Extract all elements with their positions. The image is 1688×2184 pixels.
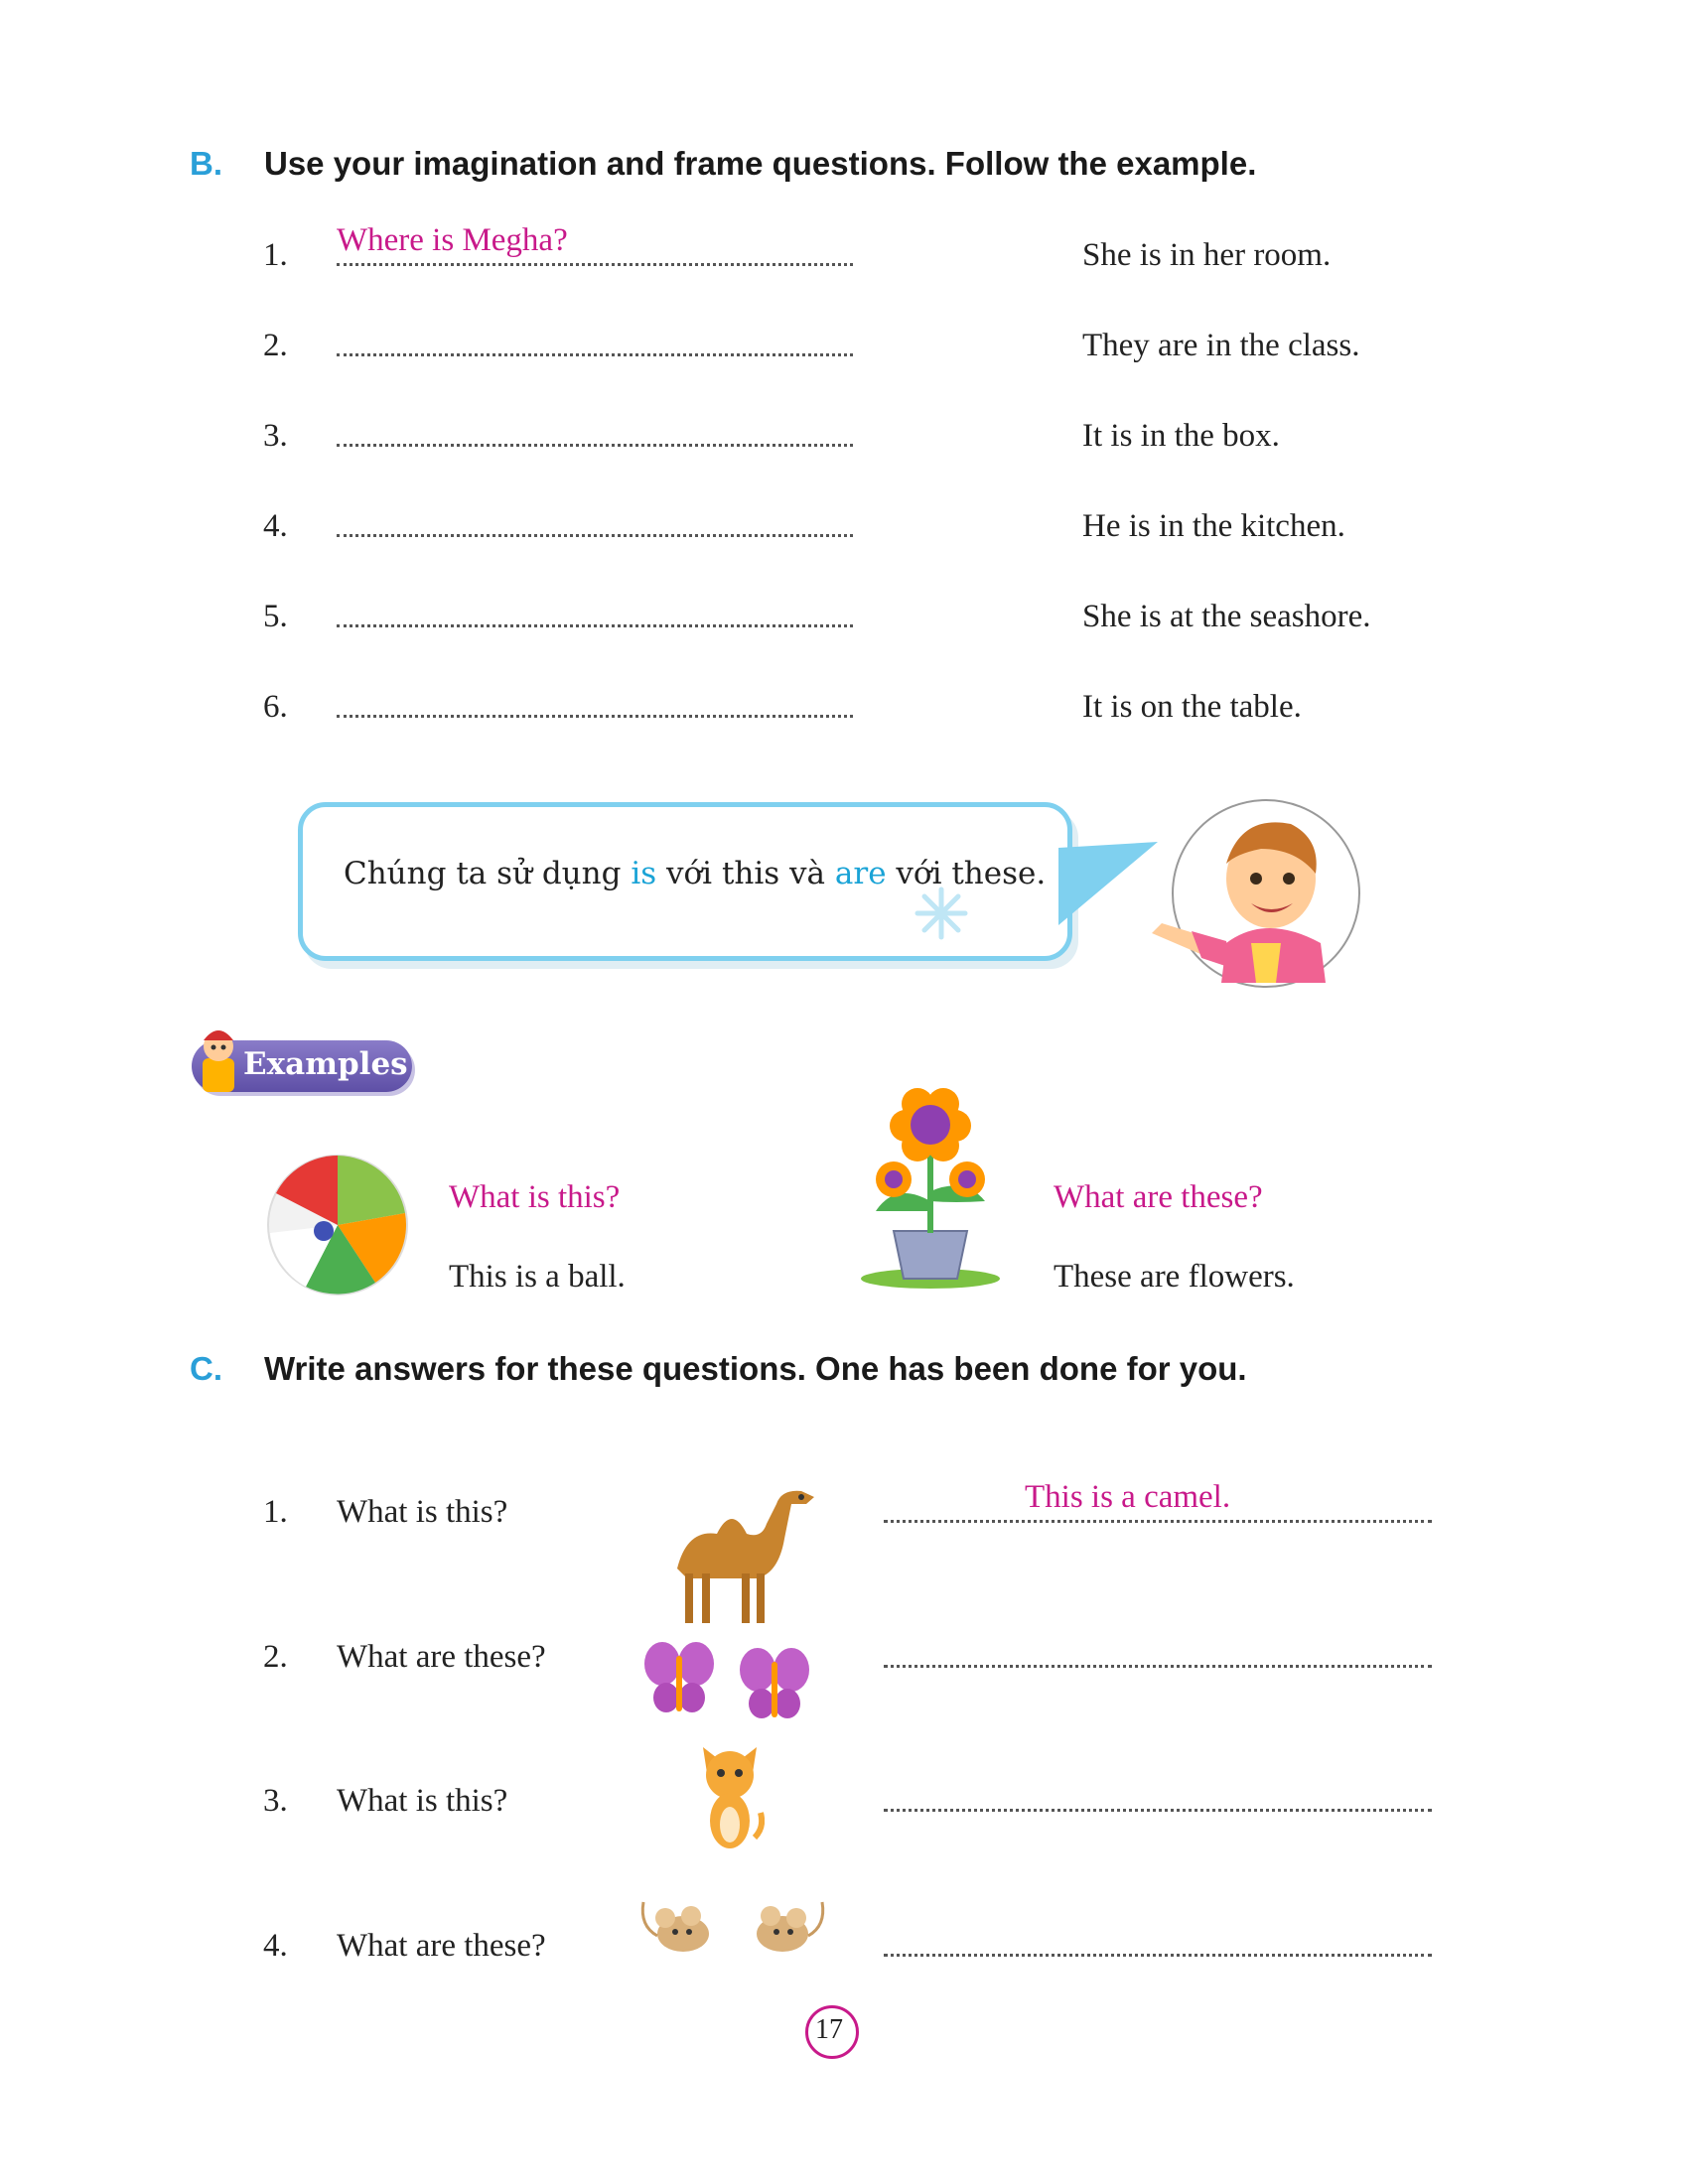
c-row-1-answer-line[interactable]: [884, 1520, 1432, 1523]
example-right-question: What are these?: [1054, 1179, 1263, 1215]
cat-icon: [695, 1743, 765, 1852]
page-number: 17: [815, 2014, 843, 2045]
b-row-4-number: 4.: [263, 508, 288, 544]
tip-text-part3: với these.: [886, 856, 1047, 891]
c-row-1-answer: This is a camel.: [1025, 1479, 1231, 1515]
section-b-letter: B.: [190, 145, 222, 182]
b-row-4-answer: He is in the kitchen.: [1082, 508, 1345, 544]
c-row-3-question: What is this?: [337, 1783, 508, 1819]
b-row-3-number: 3.: [263, 418, 288, 454]
b-row-3-answer-line[interactable]: [337, 444, 853, 447]
flower-pot-icon: [856, 1082, 1005, 1291]
pointing-boy-icon: [1132, 794, 1370, 993]
c-row-1-number: 1.: [263, 1494, 288, 1530]
section-c-letter: C.: [190, 1350, 222, 1387]
mice-icon: [635, 1886, 834, 1966]
b-row-1-number: 1.: [263, 237, 288, 273]
tip-text-part2: với this và: [656, 856, 835, 891]
butterflies-icon: [640, 1636, 819, 1725]
b-row-6-answer: It is on the table.: [1082, 689, 1302, 725]
c-row-3-answer-line[interactable]: [884, 1809, 1432, 1812]
c-row-4-question: What are these?: [337, 1928, 546, 1964]
c-row-2-question: What are these?: [337, 1639, 546, 1675]
b-row-2-number: 2.: [263, 328, 288, 363]
b-row-2-answer-line[interactable]: [337, 353, 853, 356]
c-row-3-number: 3.: [263, 1783, 288, 1819]
tip-keyword-are: are: [834, 856, 887, 891]
tip-text: [344, 856, 1046, 891]
b-row-6-answer-line[interactable]: [337, 715, 853, 718]
c-row-4-number: 4.: [263, 1928, 288, 1964]
section-c-instruction: Write answers for these questions. One has been done for you.: [264, 1350, 1247, 1387]
tip-keyword-is: is: [631, 856, 657, 891]
b-row-5-number: 5.: [263, 599, 288, 634]
example-right-answer: These are flowers.: [1054, 1259, 1295, 1295]
b-row-1-answer-line[interactable]: [337, 263, 853, 266]
b-row-1-answer: She is in her room.: [1082, 237, 1332, 273]
b-row-4-answer-line[interactable]: [337, 534, 853, 537]
camel-icon: [657, 1479, 824, 1628]
examples-label: Examples: [243, 1046, 408, 1082]
snowflake-icon: [912, 884, 971, 943]
c-row-1-question: What is this?: [337, 1494, 508, 1530]
b-row-5-answer-line[interactable]: [337, 624, 853, 627]
child-mascot-icon: [195, 1021, 242, 1096]
b-row-1-question: Where is Megha?: [337, 222, 568, 258]
b-row-3-answer: It is in the box.: [1082, 418, 1280, 454]
b-row-6-number: 6.: [263, 689, 288, 725]
section-b-instruction: Use your imagination and frame questions. Follow the example.: [264, 145, 1257, 182]
b-row-5-answer: She is at the seashore.: [1082, 599, 1371, 634]
c-row-2-number: 2.: [263, 1639, 288, 1675]
beach-ball-icon: [266, 1154, 415, 1302]
b-row-2-answer: They are in the class.: [1082, 328, 1360, 363]
tip-text-part1: Chúng ta sử dụng: [344, 856, 632, 891]
example-left-question: What is this?: [449, 1179, 621, 1215]
c-row-4-answer-line[interactable]: [884, 1954, 1432, 1957]
example-left-answer: This is a ball.: [449, 1259, 626, 1295]
c-row-2-answer-line[interactable]: [884, 1665, 1432, 1668]
